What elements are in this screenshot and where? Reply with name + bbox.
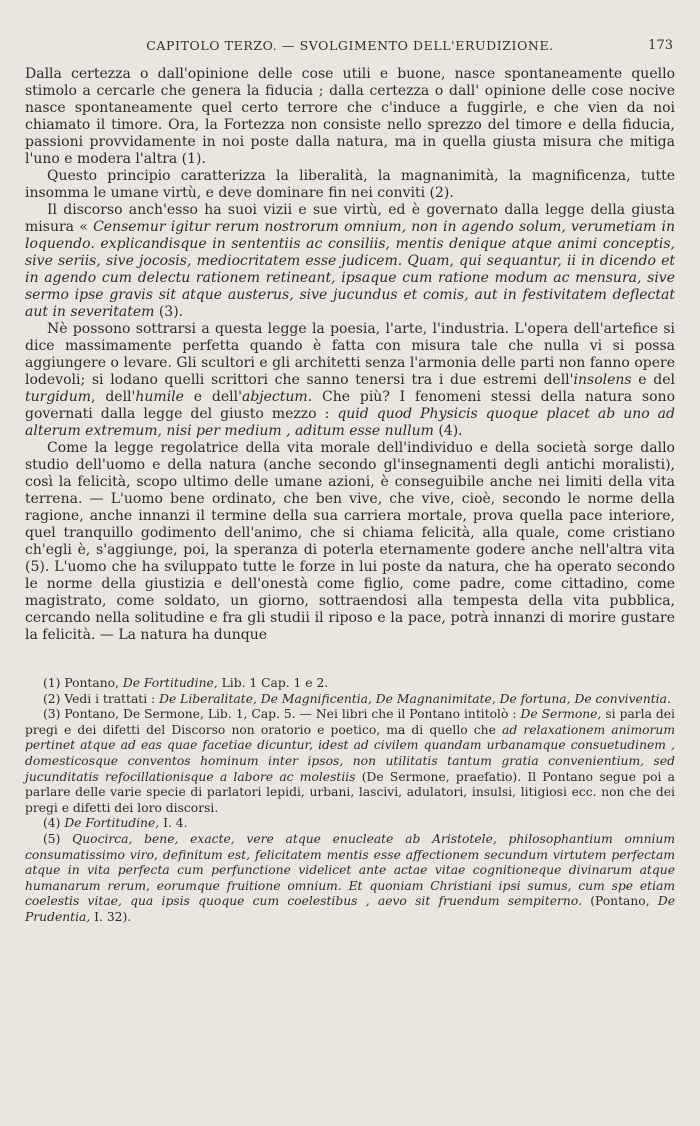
page-number: 173 [648, 38, 673, 53]
body-text [25, 66, 675, 644]
paragraph-2: Questo principio caratterizza la liberalità, la magnanimità, la magnificenza, tutte insomma le umane virtù, e deve dominare fin nei conviti (2). [25, 168, 675, 201]
footnote-1: (1) Pontano, De Fortitudine, Lib. 1 Cap. 1 e 2. [43, 676, 329, 690]
paragraph-4: Nè possono sottrarsi a questa legge la poesia, l'arte, l'industria. L'opera dell'artefice si dice massimamente perfetta quando è fatta con misura tale che nulla vi si possa aggiungere o levare. Gli scultori e gli architetti senza l'armonia delle parti non fanno opere lodevoli; si lodano quelli scrittori che sanno tenersi tra i due estremi dell'insolens e del turgidum, dell'humile e dell'abjectum. Che più? I fenomeni stessi della natura sono governati dalla legge del giusto mezzo : quid quod Physicis quoque placet ab uno ad alterum extremum, nisi per medium , aditum esse nullum (4). [25, 321, 676, 439]
footnote-4: (4) De Fortitudine, I. 4. [43, 816, 188, 831]
paragraph-5: Come la legge regolatrice della vita morale dell'individuo e della società sorge dallo studio dell'uomo e della natura (anche secondo gl'insegnamenti degli antichi moralisti), così la felicità, scopo ultimo delle umane azioni, è conseguibile anche nei limiti della vita terrena. — L'uomo bene ordinato, che ben vive, che vive, cioè, secondo le norme della ragione, anche innanzi il termine della sua carriera mortale, prova quella pace interiore, quel tranquillo godimento dell'animo, che si chiama felicità, alla quale, come cristiano ch'egli è, s'aggiunge, poi, la speranza di poterla eternamente godere anche nell'altra vita (5). L'uomo che ha sviluppato tutte le forze in lui poste da natura, che ha operato secondo le norme della giustizia e dell'onestà come figlio, come padre, come cittadino, come magistrato, come soldato, un giorno, sottraendosi alla tempesta della vita pubblica, cercando nella solitudine e fra gli studii il riposo e la pace, potrà innanzi di morire gustare la felicità. — La natura ha dunque [25, 440, 675, 643]
footnotes-section [25, 676, 675, 926]
footnote-2: (2) Vedi i trattati : De Liberalitate, De Magnificentia, De Magnanimitate, De fortuna, De conviventia. [43, 691, 671, 706]
page-header [25, 38, 675, 60]
paragraph-1: Dalla certezza o dall'opinione delle cose utili e buone, nasce spontaneamente quello stimolo a cercarle che genera la fiducia ; dalla certezza o dall' opinione delle cose nocive nasce spontaneamente quel certo terrore che c'induce a fuggirle, e che vien da noi chiamato il timore. Ora, la Fortezza non consiste nello sprezzo del timore e della fiducia, passioni provvidamente in noi poste dalla natura, ma in quella giusta misura che mitiga l'uno e modera l'altra (1). [25, 66, 675, 167]
paragraph-3: Il discorso anch'esso ha suoi vizii e sue virtù, ed è governato dalla legge della giusta misura « Censemur igitur rerum nostrorum omnium, non in agendo solum, verumetiam in loquendo. explicandisque in sententiis ac consiliis, mentis denique atque animi conceptis, sive seriis, sive jocosis, mediocritatem esse judicem. Quam, qui sequantur, ii in dicendo et in agendo cum delectu rationem retineant, ipsaque cum ratione modum ac mensura, sive sermo ipse gravis sit atque austerus, sive jucundus et comis, aut in festivitatem deflectat aut in severitatem (3). [25, 202, 675, 320]
footnote-5: (5) Quocirca, bene, exacte, vere atque enucleate ab Aristotele, philosophantium omnium consumatissimo viro, definitum est, felicitatem mentis esse affectionem secundum virtutem perfectam atque in vita perfecta cum perfunctione videlicet ante actae vitae cognitioneque divinarum atque humanarum rerum, eorumque fruitione omnium. Et quoniam Christiani ipsi sumus, cum spe etiam coelestis vitae, qua ipsis quoque cum coelestibus , aevo sit fruendum sempiterno. (Pontano, De Prudentia, I. 32). [25, 831, 676, 924]
running-title: CAPITOLO TERZO. — SVOLGIMENTO DELL'ERUDIZIONE. [146, 38, 554, 53]
footnote-3: (3) Pontano, De Sermone, Lib. 1, Cap. 5. — Nei libri che il Pontano intitolò : De Sermone, si parla dei pregi e dei difetti del Discorso non oratorio e poetico, ma di quello che ad relaxationem animorum pertinet atque ad eas quae facetiae dicuntur, idest ad civilem quandam urbanamque consuetudinem , domesticosque conventos hominum inter ipsos, non utilitatis tantum gratia convenientium, sed jucunditatis refocillationisque a labore ac molestiis (De Sermone, praefatio). Il Pontano segue poi a parlare delle varie specie di parlatori lepidi, urbani, lascivi, adulatori, insulsi, litigiosi ecc. non che dei pregi e difetti dei loro discorsi. [25, 707, 675, 815]
